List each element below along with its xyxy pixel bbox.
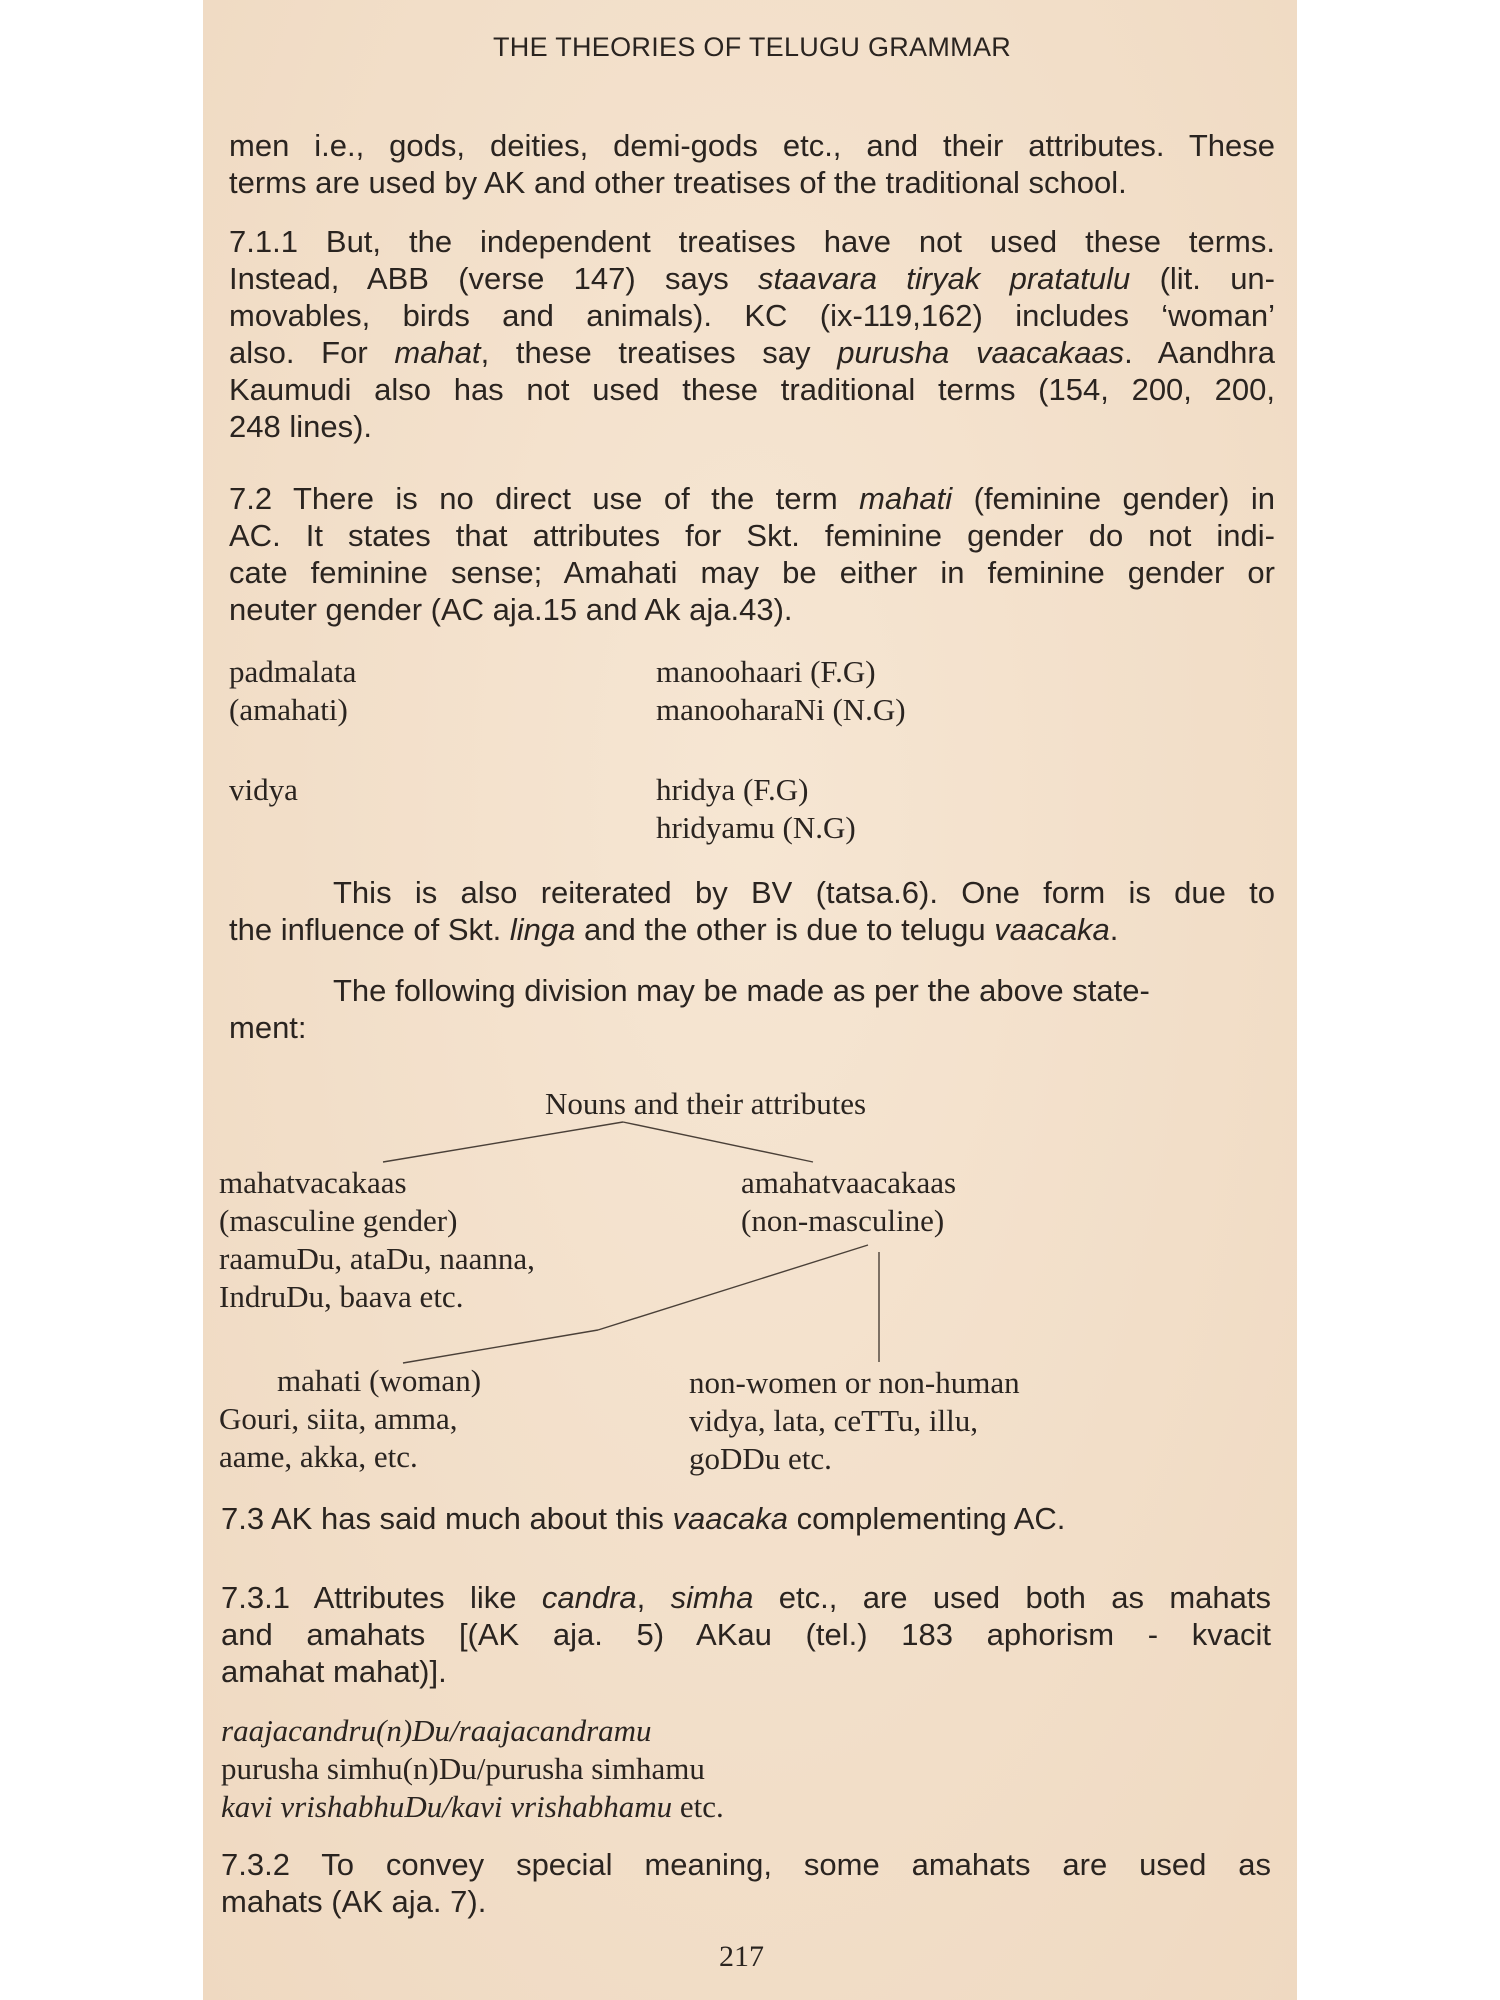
tree-node-title: mahatvacakaas — [219, 1165, 407, 1200]
italic-term: vaacaka — [672, 1501, 788, 1536]
tree-node-examples: aame, akka, etc. — [219, 1439, 418, 1474]
example-left: (amahati) — [229, 692, 348, 727]
text-line: Kaumudi also has not used these traditional terms (154, 200, 200, — [229, 372, 1275, 407]
text-run: Instead, ABB (verse 147) says — [229, 261, 759, 296]
text-run: 7.2 There is no direct use of the term — [229, 481, 860, 516]
text-run: . Aandhra — [1124, 335, 1275, 370]
italic-term: mahati — [859, 481, 953, 516]
italic-term: purusha vaacakaas — [837, 335, 1125, 370]
text-run: 7.3 AK has said much about this — [221, 1501, 673, 1536]
text-line: amahat mahat)]. — [221, 1654, 447, 1689]
italic-term: linga — [509, 912, 576, 947]
text-line: 7.3.2 To convey special meaning, some amahats are used as — [221, 1847, 1271, 1882]
example-right: manoohaari (F.G) — [656, 654, 876, 689]
text-line — [221, 1500, 1267, 1537]
page-number: 217 — [719, 1940, 764, 1973]
text-line: men i.e., gods, deities, demi-gods etc., and their attributes. These — [229, 128, 1275, 163]
text-run: . — [1109, 912, 1119, 947]
example-left: vidya — [229, 772, 298, 807]
running-header: THE THEORIES OF TELUGU GRAMMAR — [493, 32, 1012, 62]
tree-root: Nouns and their attributes — [545, 1086, 867, 1121]
italic-term: staavara tiryak pratatulu — [758, 261, 1131, 296]
text-line: neuter gender (AC aja.15 and Ak aja.43). — [229, 592, 793, 627]
book-page — [203, 0, 1297, 2000]
text-line: This is also reiterated by BV (tatsa.6). One form is due to — [333, 875, 1275, 910]
tree-node-examples: vidya, lata, ceTTu, illu, — [689, 1403, 979, 1438]
text-line: movables, birds and animals). KC (ix-119,162) includes ‘woman’ — [229, 298, 1275, 333]
tree-node-title: non-women or non-human — [689, 1365, 1020, 1400]
italic-term: candra — [541, 1580, 637, 1615]
text-line: mahats (AK aja. 7). — [221, 1884, 487, 1919]
text-line: terms are used by AK and other treatises of the traditional school. — [229, 165, 1127, 200]
connector-line — [623, 1122, 813, 1162]
text-run: also. For — [229, 335, 395, 370]
text-run: complementing AC. — [787, 1501, 1066, 1536]
example-line: raajacandru(n)Du/raajacandramu — [221, 1713, 652, 1748]
text-run: 7.3.1 Attributes like — [221, 1580, 542, 1615]
paragraph-7-3 — [221, 1500, 1267, 1537]
example-line: purusha simhu(n)Du/purusha simhamu — [221, 1751, 705, 1786]
tree-node-examples: IndruDu, baava etc. — [219, 1279, 464, 1314]
text-run: (feminine gender) in — [952, 481, 1275, 516]
italic-term: vaacaka — [994, 912, 1110, 947]
connector-line — [403, 1330, 598, 1363]
italic-term: simha — [670, 1580, 754, 1615]
text-line: 248 lines). — [229, 409, 373, 444]
text-line — [221, 1579, 1271, 1616]
example-right: hridyamu (N.G) — [656, 810, 856, 845]
tree-node-subtitle: (masculine gender) — [219, 1203, 458, 1238]
tree-node-title: amahatvaacakaas — [741, 1165, 957, 1200]
text-line: AC. It states that attributes for Skt. feminine gender do not indi- — [229, 518, 1275, 553]
italic-term: kavi vrishabhuDu/kavi vrishabhamu — [221, 1789, 673, 1824]
tree-node-examples: raamuDu, ataDu, naanna, — [219, 1241, 535, 1276]
example-left: padmalata — [229, 654, 357, 689]
text-line: ment: — [229, 1010, 307, 1045]
tree-connectors — [203, 0, 1297, 2000]
text-run: etc., are used both as mahats — [753, 1580, 1271, 1615]
connector-line — [383, 1122, 623, 1162]
tree-node-examples: Gouri, siita, amma, — [219, 1401, 458, 1436]
italic-term: mahat — [394, 335, 481, 370]
text-run: , — [636, 1580, 671, 1615]
text-line: cate feminine sense; Amahati may be either in feminine gender or — [229, 555, 1275, 590]
text-run: , these treatises say — [480, 335, 838, 370]
paragraph-7-3-1 — [221, 1579, 1271, 1690]
tree-node-subtitle: (non-masculine) — [741, 1203, 945, 1238]
text-run: the influence of Skt. — [229, 912, 510, 947]
text-line: The following division may be made as per the above state- — [333, 973, 1150, 1008]
text-line: and amahats [(AK aja. 5) AKau (tel.) 183 aphorism - kvacit — [221, 1617, 1271, 1652]
connector-line — [598, 1245, 868, 1330]
example-line — [221, 1788, 724, 1826]
example-right: hridya (F.G) — [656, 772, 809, 807]
example-right: manooharaNi (N.G) — [656, 692, 906, 727]
tree-node-examples: goDDu etc. — [689, 1441, 832, 1476]
text-run: and the other is due to telugu — [575, 912, 995, 947]
text-line: 7.1.1 But, the independent treatises have not used these terms. — [229, 224, 1275, 259]
text-run: etc. — [672, 1789, 724, 1824]
text-run: (lit. un- — [1130, 261, 1275, 296]
paragraph-7-3-2 — [221, 1846, 1271, 1920]
tree-node-title: mahati (woman) — [277, 1363, 482, 1398]
